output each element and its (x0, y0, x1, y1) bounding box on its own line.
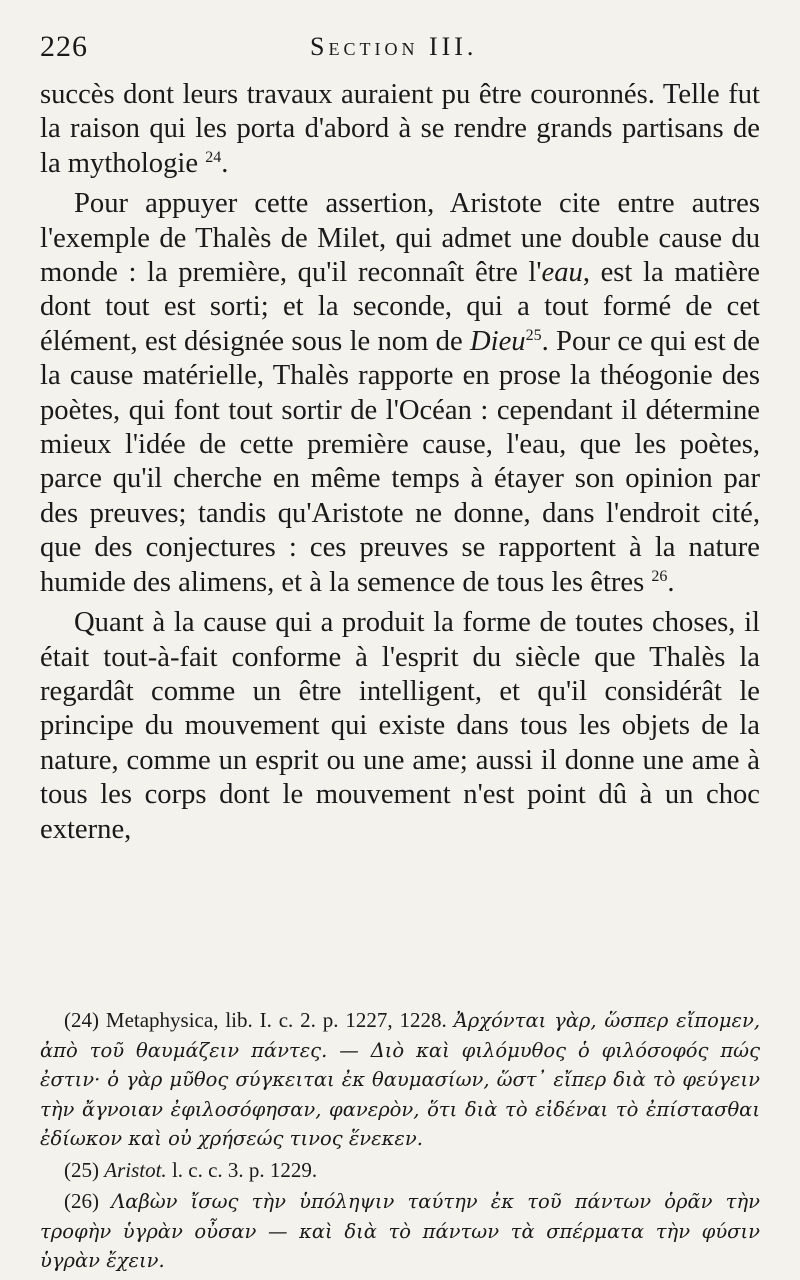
paragraph-3 (40, 606, 760, 847)
paragraph-1 (40, 78, 760, 181)
footnote-25-number: (25) (64, 1157, 99, 1182)
footnote-ref-26: 26 (651, 567, 668, 585)
paragraph-2-text-b: , est la matière dont tout est sorti; et la seconde, qui a tout formé de cet élément, est désignée sous le nom de (40, 257, 760, 357)
footnote-24 (40, 1006, 760, 1154)
paragraph-2 (40, 187, 760, 600)
running-head: Section III. (310, 32, 478, 61)
page-number: 226 (40, 30, 88, 63)
footnote-25 (40, 1156, 760, 1186)
paragraph-2-text-a: Pour appuyer cette assertion, Aristote cite entre autres l'exemple de Thalès de Milet, qui admet une double cause du monde : la première, qu'il reconnaît être l' (40, 188, 760, 289)
footnote-25-citation: l. c. c. 3. p. 1229. (171, 1157, 318, 1182)
term-eau: eau (541, 257, 583, 289)
footnote-ref-25: 25 (525, 326, 542, 344)
footnote-26-number: (26) (64, 1189, 99, 1213)
footnote-24-number: (24) (64, 1008, 99, 1032)
paragraph-2-text-d: . (667, 566, 675, 598)
footnote-24-greek: Ἀρχόνται γὰρ, ὥσπερ εἴπομεν, ἀπὸ τοῦ θαυμάζειν πάντες. — Διὸ καὶ φιλόμυθος ὁ φιλόσοφός πώς ἐστιν· ὁ γὰρ μῦθος σύγκειται ἐκ θαυμασίων, ὥστ᾽ εἴπερ διὰ τὸ φεύγειν τὴν ἄγνοιαν ἐφιλοσόφησαν, φανερὸν, ὅτι διὰ τὸ εἰδέναι τὸ ἐπίστασθαι ἐδίωκον καὶ οὐ χρήσεώς τινος ἕνεκεν. (40, 1009, 761, 1150)
paragraph-3-text: Quant à la cause qui a produit la forme de toutes choses, il était tout-à-fait conforme à l'esprit du siècle que Thalès la regardât comme un être intelligent, et qu'il considérât le principe du mouvement qui existe dans tous les objets de la nature, comme un esprit ou une ame; aussi il donne une ame à tous les corps dont le mouvement n'est point dû à un choc externe, (40, 607, 760, 845)
footnotes (40, 1006, 760, 1276)
footnote-24-citation: Metaphysica, lib. I. c. 2. p. 1227, 1228. (105, 1008, 447, 1032)
paragraph-2-text-c: . Pour ce qui est de la cause matérielle, Thalès rapporte en prose la théogonie des poètes, qui font tout sortir de l'Océan : cependant il détermine mieux l'idée de cette première cause, l'eau, que les poètes, parce qu'il cherche en même temps à étayer son opinion par des preuves; tandis qu'Aristote ne donne, dans l'endroit cité, que des conjectures : ces preuves se rapportent à la nature humide des alimens, et à la semence de tous les êtres (40, 325, 760, 598)
paragraph-1-text-b: . (221, 147, 229, 179)
footnote-25-source: Aristot. (104, 1157, 167, 1182)
term-dieu: Dieu (469, 325, 526, 357)
paragraph-1-text-a: succès dont leurs travaux auraient pu être couronnés. Telle fut la raison qui les porta d'abord à se rendre grands partisans de la mythologie (40, 79, 760, 179)
footnote-26-greek: Λαβὼν ἴσως τὴν ὑπόληψιν ταύτην ἐκ τοῦ πάντων ὁρᾶν τὴν τροφὴν ὑγρὰν οὖσαν — καὶ διὰ τὸ πάντων τὰ σπέρματα τὴν φύσιν ὑγρὰν ἔχειν. (40, 1190, 760, 1272)
footnote-26 (40, 1187, 760, 1276)
footnote-ref-24: 24 (205, 148, 222, 166)
body-text (40, 78, 760, 847)
page-header (40, 30, 760, 70)
